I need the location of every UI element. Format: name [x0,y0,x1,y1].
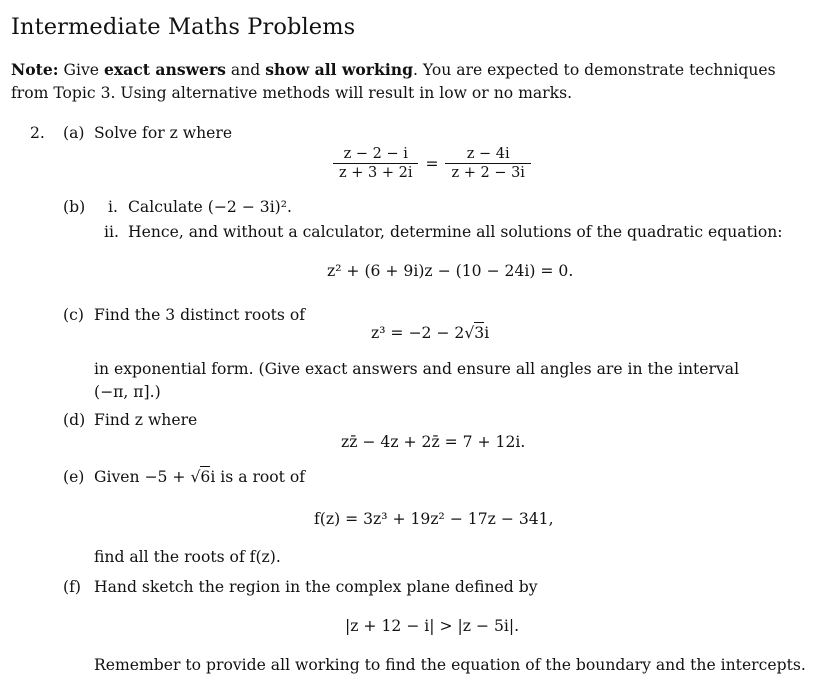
part-a-equation: $\frac{z - 2 - i}{z + 3 + 2i}$ = $\frac{z - 4i}{z + 2 - 3i}$ [333,145,531,182]
part-e-text: Given −5 + √6i is a root of [94,468,306,486]
part-e-label: (e) [63,468,85,486]
part-b-i-text: Calculate (−2 − 3i)². [128,198,292,216]
part-a-rhs-fraction: $\frac{z - 4i}{z + 2 - 3i}$ [445,145,530,182]
question-number: 2. [30,124,45,142]
note-label: Note: [11,60,59,79]
part-c-equation: z³ = −2 − 2√3i [371,324,490,342]
part-b-equation: z² + (6 + 9i)z − (10 − 24i) = 0. [327,262,574,280]
part-b-label: (b) [63,198,86,216]
part-b-ii-text: Hence, and without a calculator, determine all solutions of the quadratic equation: [128,223,783,241]
part-d-label: (d) [63,411,86,429]
note-bold-working: show all working [265,60,413,79]
part-d-text: Find z where [94,411,198,429]
sqrt-symbol: √ [464,324,475,342]
part-c-line-1: in exponential form. (Give exact answers and ensure all angles are in the interval [94,360,740,378]
page-title: Intermediate Maths Problems [11,14,356,40]
part-c-text: Find the 3 distinct roots of [94,306,306,324]
note-line-1: Note: Give exact answers and show all working. You are expected to demonstrate techniques [11,60,776,79]
part-d-equation: zz̄ − 4z + 2z̄ = 7 + 12i. [341,433,526,451]
note-bold-exact: exact answers [103,60,226,79]
part-a-label: (a) [63,124,85,142]
part-e-equation: f(z) = 3z³ + 19z² − 17z − 341, [314,510,554,528]
note-line-2: from Topic 3. Using alternative methods will result in low or no marks. [11,84,573,102]
part-c-line-2: (−π, π].) [94,383,161,401]
part-f-text: Hand sketch the region in the complex plane defined by [94,578,538,596]
part-a-lhs-fraction: $\frac{z - 2 - i}{z + 3 + 2i}$ [333,145,418,182]
part-b-ii-label: ii. [104,223,119,241]
part-e-followup: find all the roots of f(z). [94,548,281,566]
part-f-equation: |z + 12 − i| > |z − 5i|. [345,617,520,635]
part-a-text: Solve for z where [94,124,233,142]
part-c-label: (c) [63,306,84,324]
part-b-i-label: i. [108,198,118,216]
part-f-reminder: Remember to provide all working to find the equation of the boundary and the intercepts. [94,656,806,674]
part-f-label: (f) [63,578,81,596]
sqrt-symbol: √ [190,468,201,486]
